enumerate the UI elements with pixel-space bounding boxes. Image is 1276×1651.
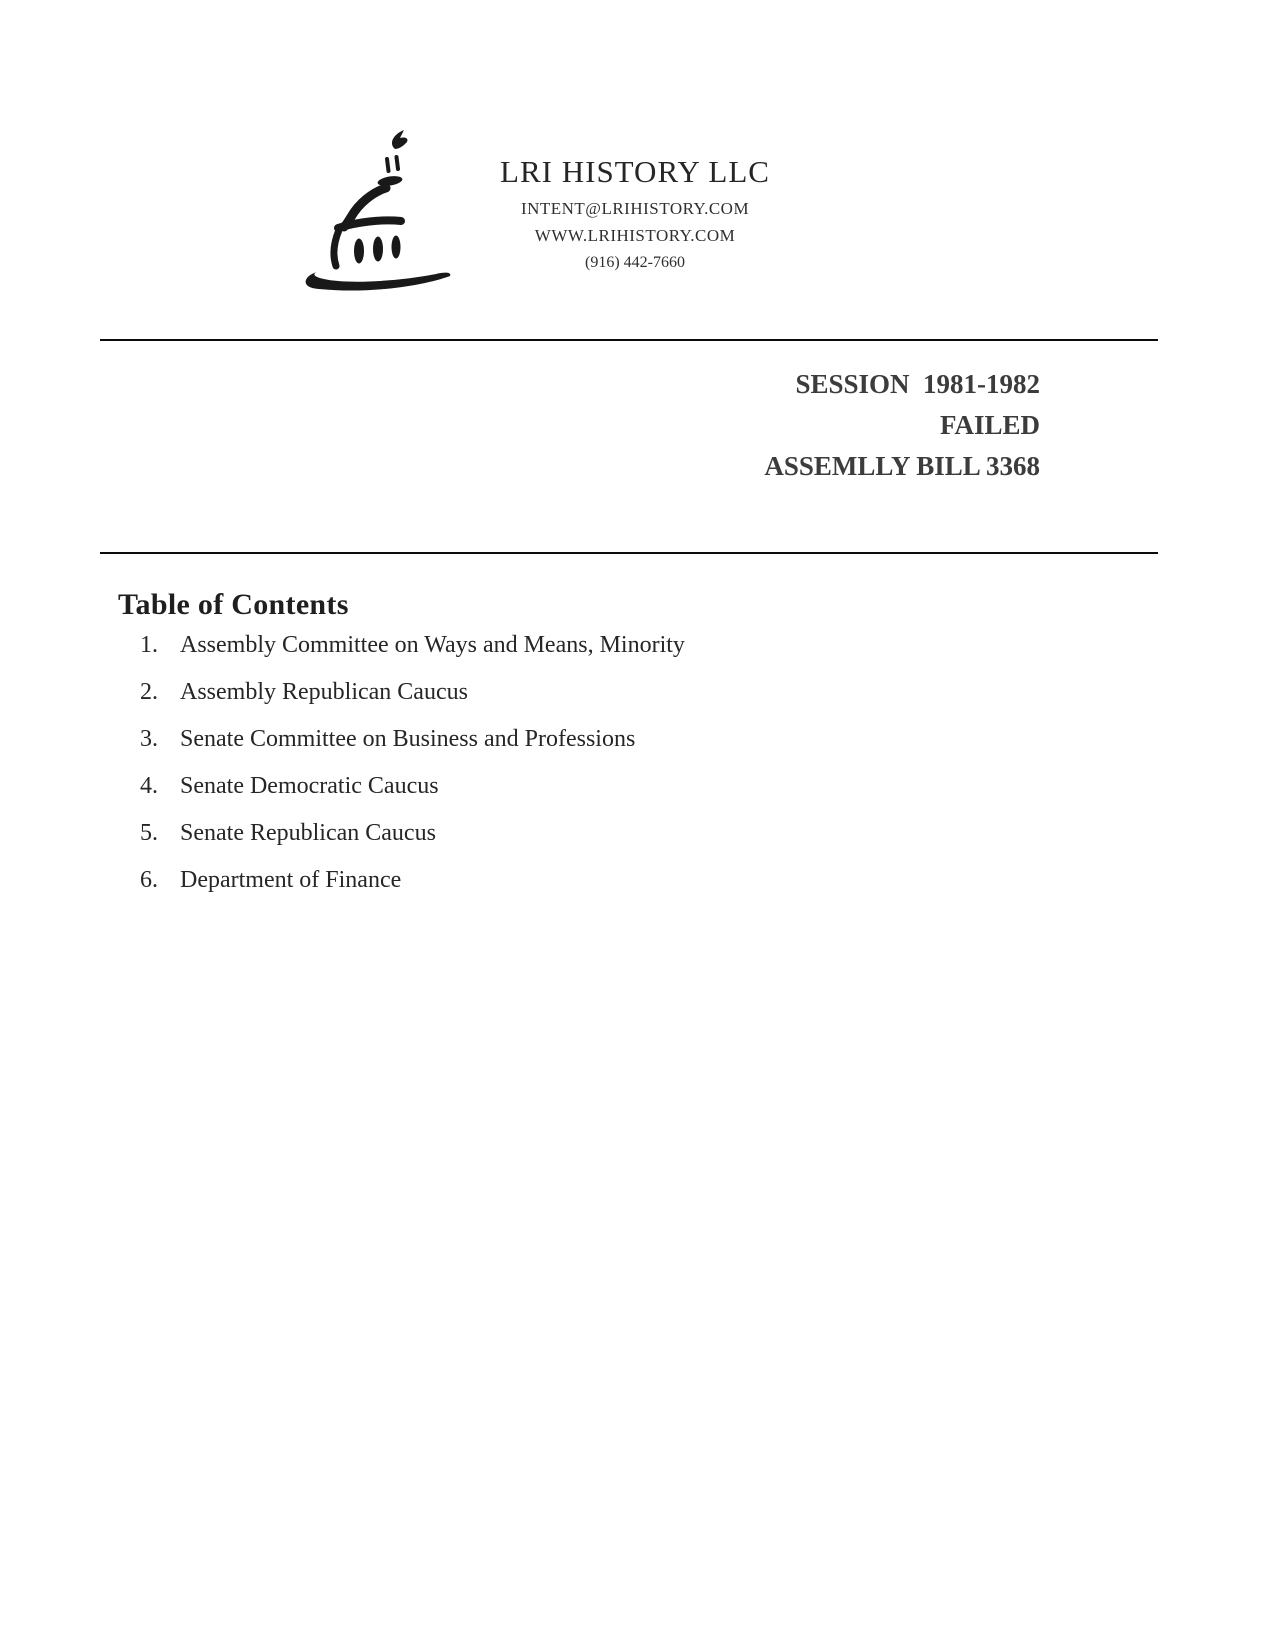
toc-item-label: Assembly Committee on Ways and Means, Minority: [180, 632, 685, 658]
company-email: INTENT@LRIHISTORY.COM: [520, 198, 750, 218]
toc-item-number: 5.: [140, 820, 158, 846]
page-title: Table of Contents: [118, 588, 349, 621]
toc-item: [140, 669, 685, 716]
company-phone: (916) 442-7660: [585, 253, 685, 271]
bill-label: ASSEMLLY BILL 3368: [764, 451, 1040, 481]
divider-top: [100, 339, 1158, 341]
company-name: LRI HISTORY LLC: [500, 154, 770, 189]
toc-item: [140, 857, 685, 904]
toc-item-label: Department of Finance: [180, 867, 402, 893]
company-website: WWW.LRIHISTORY.COM: [534, 225, 736, 245]
divider-bottom: [100, 552, 1158, 554]
toc-item-label: Assembly Republican Caucus: [180, 679, 468, 705]
toc-item-number: 2.: [140, 679, 158, 705]
toc-item-label: Senate Committee on Business and Professions: [180, 726, 636, 752]
session-label: SESSION 1981-1982: [795, 369, 1040, 399]
toc-item-number: 1.: [140, 632, 158, 658]
toc-item-number: 4.: [140, 773, 158, 799]
toc-item-label: Senate Republican Caucus: [180, 820, 436, 846]
table-of-contents: [140, 622, 685, 904]
letterhead: [425, 154, 845, 271]
toc-item-number: 6.: [140, 867, 158, 893]
toc-item: [140, 763, 685, 810]
session-block: [764, 364, 1040, 487]
status-label: FAILED: [939, 410, 1040, 440]
toc-item-number: 3.: [140, 726, 158, 752]
toc-item: [140, 622, 685, 669]
toc-item-label: Senate Democratic Caucus: [180, 773, 439, 799]
toc-item: [140, 716, 685, 763]
toc-item: [140, 810, 685, 857]
